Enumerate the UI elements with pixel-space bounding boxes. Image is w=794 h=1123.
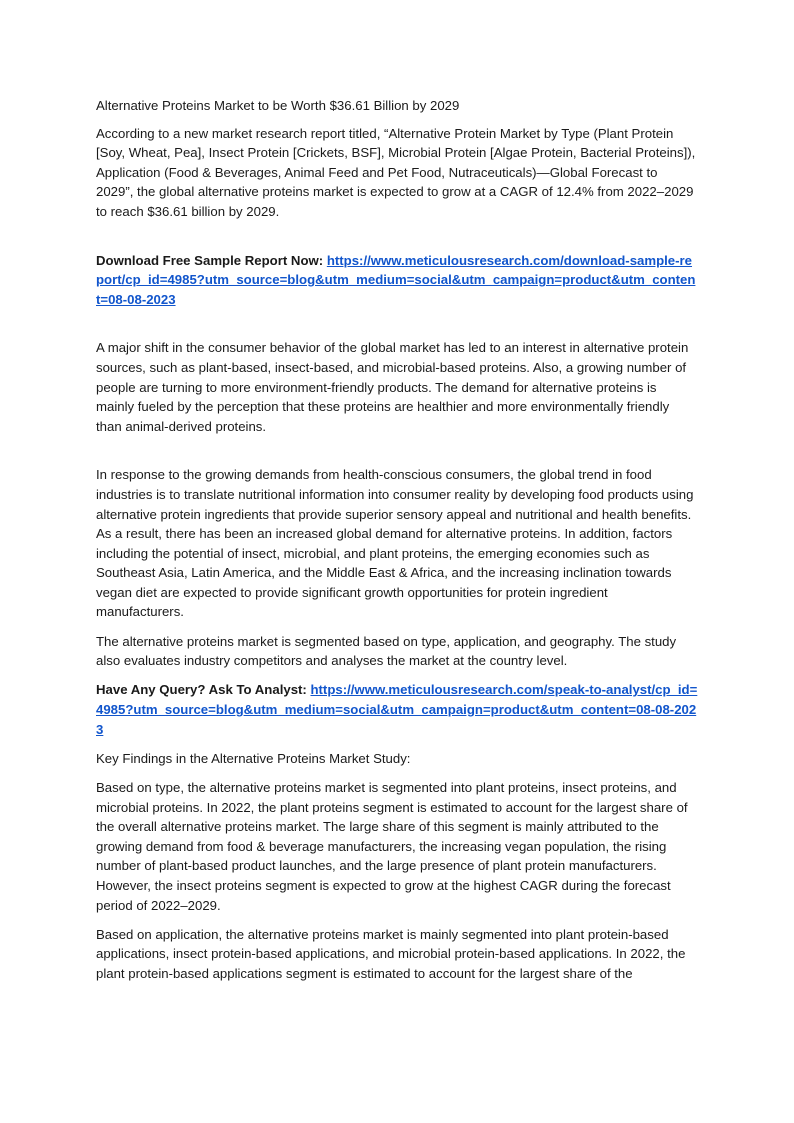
analyst-query-cta bbox=[96, 680, 698, 739]
sample-report-cta bbox=[96, 251, 698, 310]
application-findings-paragraph: Based on application, the alternative proteins market is mainly segmented into plant protein-based applications, insect protein-based applications, and microbial protein-based applications. In 2022, the plant protein-based applications segment is estimated to account for the largest share of the bbox=[96, 926, 686, 981]
segmentation-paragraph: The alternative proteins market is segmented based on type, application, and geography. The study also evaluates industry competitors and analyses the market at the country level. bbox=[96, 633, 677, 669]
analyst-query-label: Have Any Query? Ask To Analyst: bbox=[96, 682, 307, 698]
type-findings-paragraph: Based on type, the alternative proteins market is segmented into plant proteins, insect proteins, and microbial proteins. In 2022, the plant proteins segment is estimated to account for the largest share of the overall alternative proteins market. The large share of this segment is mainly attributed to the growing demand from food & beverage manufacturers, the increasing vegan population, the rising number of plant-based product launches, and the large presence of plant protein manufacturers. However, the insect proteins segment is expected to grow at the highest CAGR during the forecast period of 2022–2029. bbox=[96, 780, 688, 913]
key-findings-heading: Key Findings in the Alternative Proteins Market Study: bbox=[96, 750, 411, 766]
intro-paragraph: According to a new market research report titled, “Alternative Protein Market by Type (Plant Protein [Soy, Wheat, Pea], Insect Protein [Crickets, BSF], Microbial Protein [Algae Protein, Bacterial Proteins]), Application (Food & Beverages, Animal Feed and Pet Food, Nutraceuticals)—Global Forecast to 2029”, the global alternative proteins market is expected to grow at a CAGR of 12.4% from 2022–2029 to reach $36.61 billion by 2029. bbox=[96, 125, 696, 219]
consumer-shift-paragraph: A major shift in the consumer behavior of the global market has led to an interest in alternative protein sources, such as plant-based, insect-based, and microbial-based proteins. Also, a growing number of people are turning to more environment-friendly products. The demand for alternative proteins is mainly fueled by the perception that these proteins are healthier and more environmentally friendly than animal-derived proteins. bbox=[96, 340, 689, 434]
sample-report-label: Download Free Sample Report Now: bbox=[96, 252, 324, 268]
document-page bbox=[96, 96, 698, 993]
health-demand-paragraph: In response to the growing demands from health-conscious consumers, the global trend in food industries is to translate nutritional information into consumer reality by developing food products using alternative protein ingredients that provide superior sensory appeal and nutritional and health benefits. As a result, there has been an increased global demand for alternative proteins. In addition, factors including the potential of insect, microbial, and plant proteins, the emerging economies such as Southeast Asia, Latin America, and the Middle East & Africa, and the increasing inclination towards vegan diet are expected to provide significant growth opportunities for protein ingredient manufacturers. bbox=[96, 467, 694, 620]
sample-report-link[interactable]: https://www.meticulousresearch.com/download-sample-report/cp_id=4985?utm_source=blog&utm_medium=social&utm_campaign=product&utm_content=08-08-2023 bbox=[96, 252, 696, 307]
document-title: Alternative Proteins Market to be Worth $36.61 Billion by 2029 bbox=[96, 98, 460, 113]
analyst-query-link[interactable]: https://www.meticulousresearch.com/speak-to-analyst/cp_id=4985?utm_source=blog&utm_medium=social&utm_campaign=product&utm_content=08-08-2023 bbox=[96, 682, 698, 737]
